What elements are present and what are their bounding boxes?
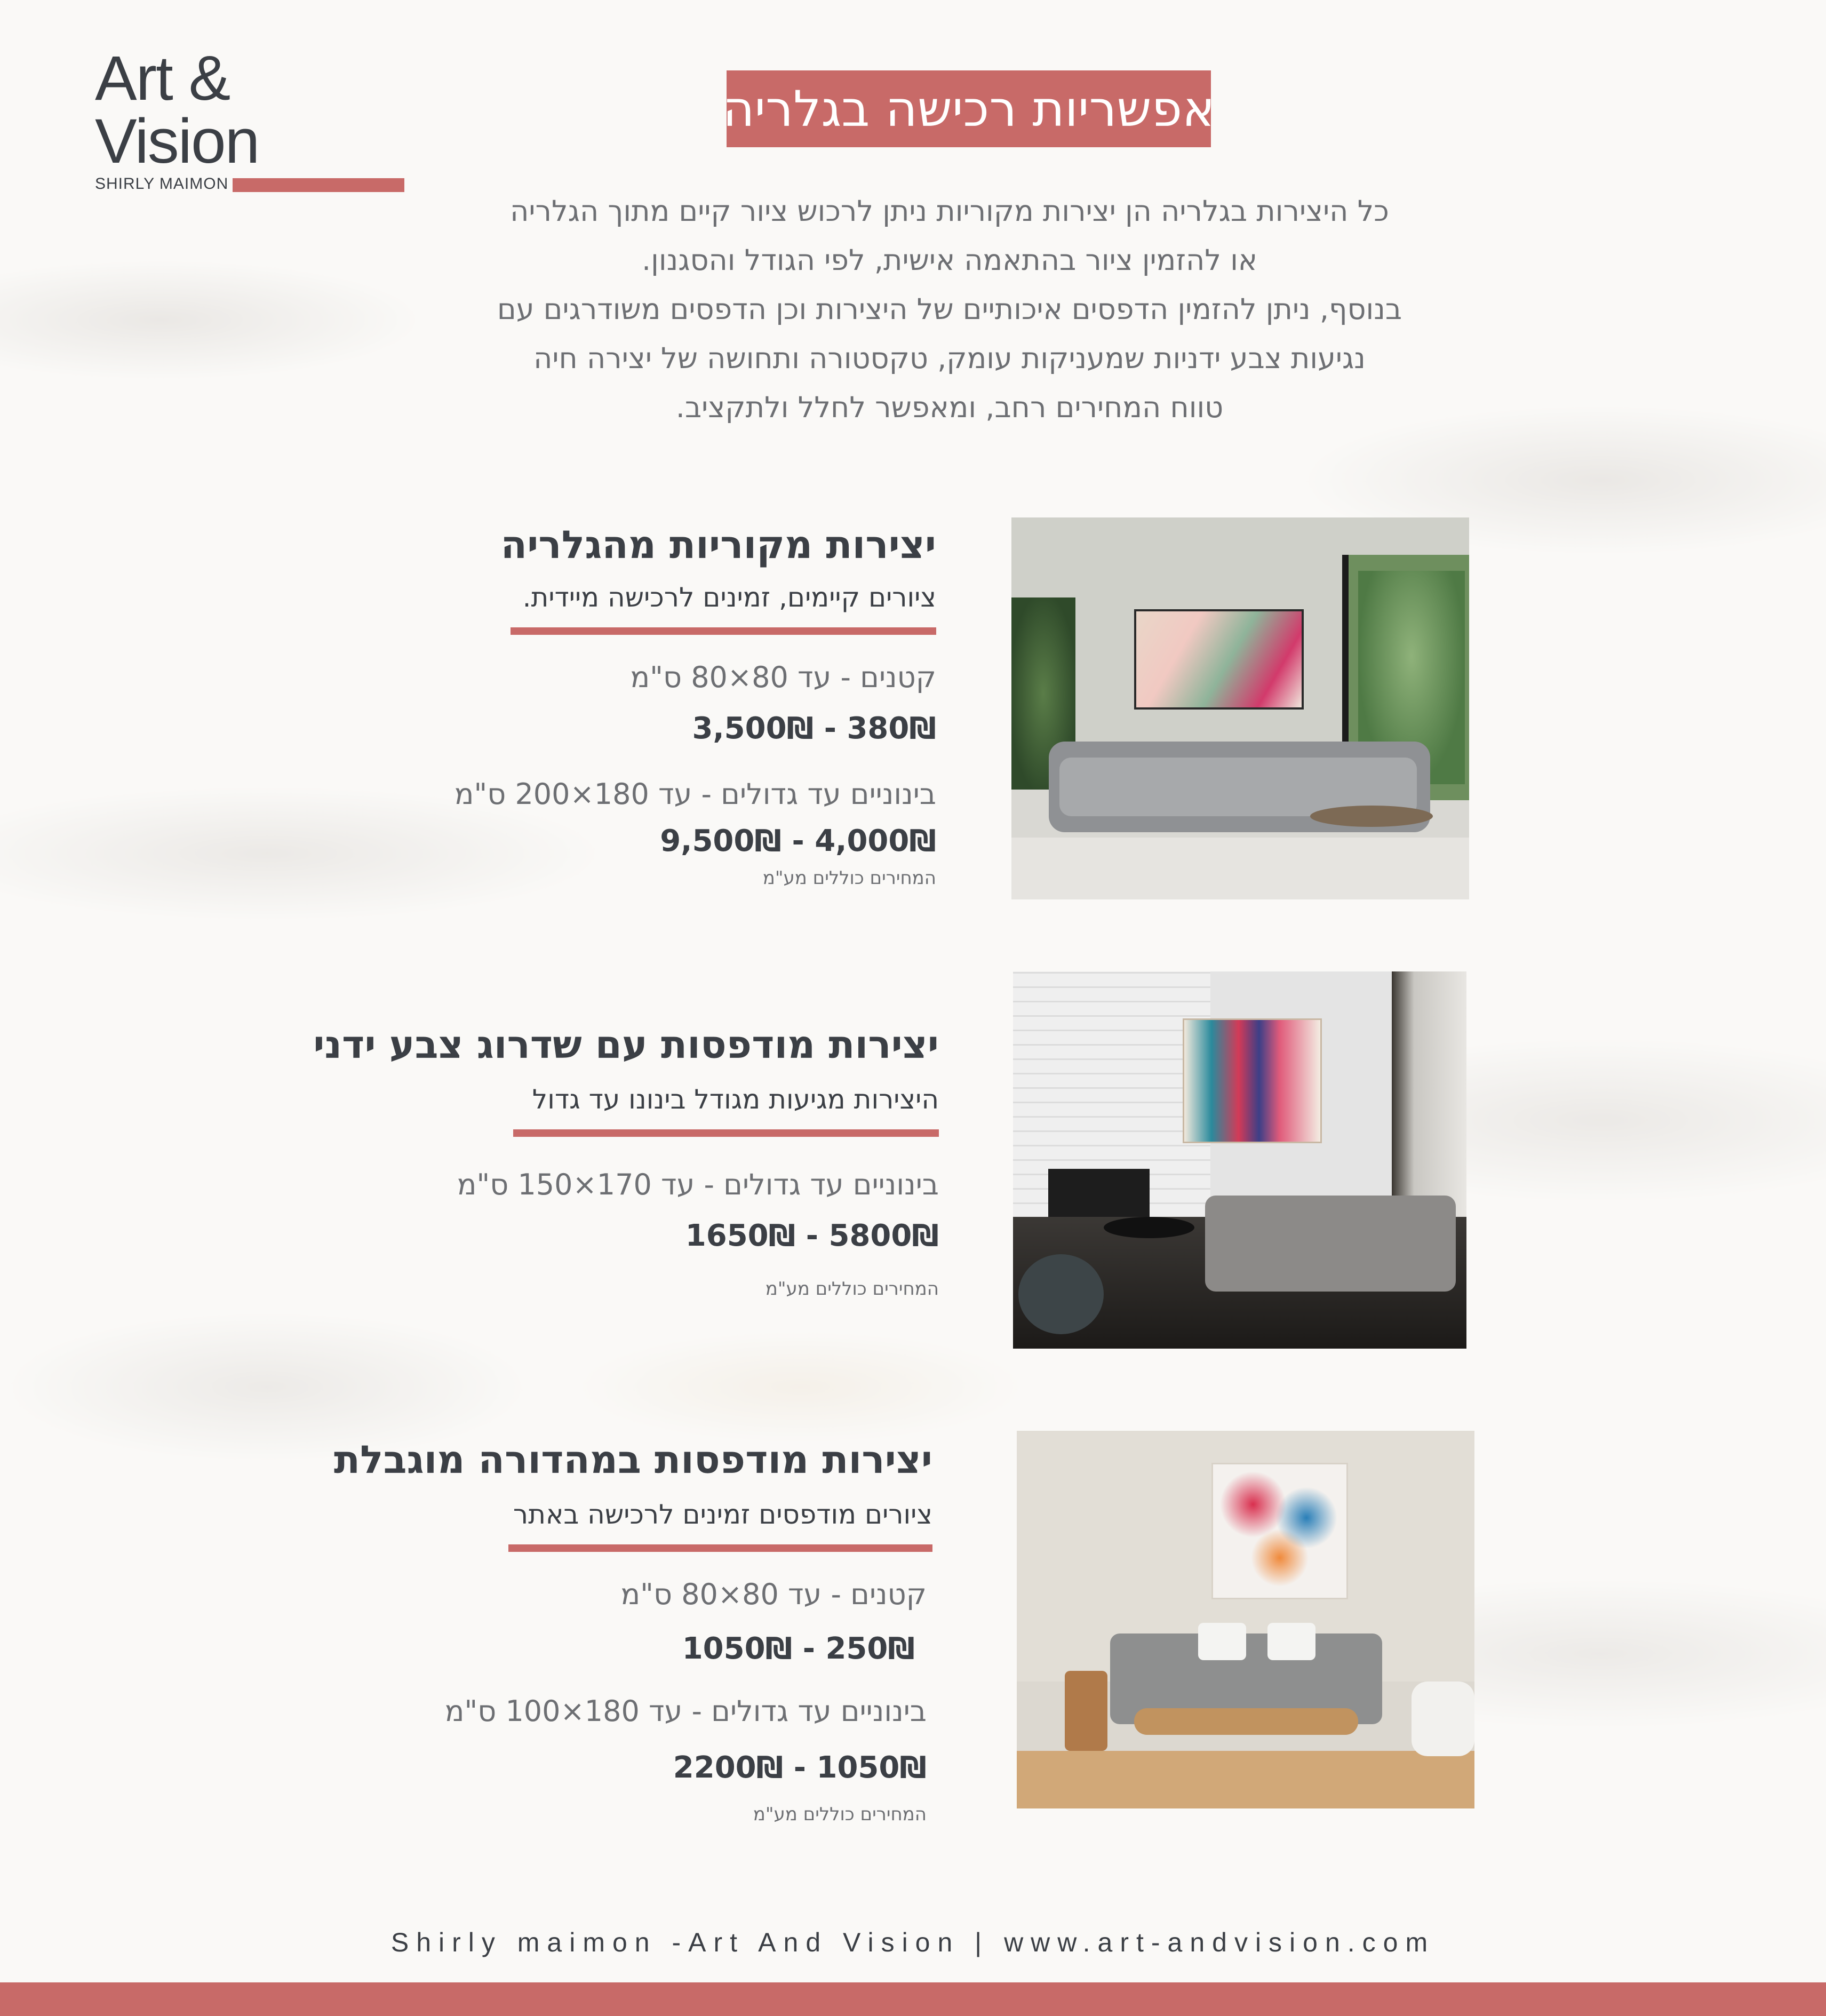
section-subtitle: ציורים קיימים, זמינים לרכישה מיידית. [522,582,936,613]
intro-line: או להזמין ציור בהתאמה אישית, לפי הגודל והסגנון. [641,243,1257,277]
footer-accent-bar [0,1982,1826,2016]
room-photo-original [1011,517,1469,899]
tier-size: בינוניים עד גדולים - עד 170×150 ס"מ [457,1168,939,1201]
section-original-works [373,522,936,889]
tier-price: 1050₪ - 2200₪ [673,1750,927,1786]
intro-line: נגיעות צבע ידניות שמעניקות עומק, טקסטורה ותחושה של יצירה חיה [533,341,1366,375]
vat-note: המחירים כוללים מע"מ [753,1803,927,1825]
intro-line: כל היצירות בגלריה הן יצירות מקוריות ניתן לרכוש ציור קיים מתוך הגלריה [510,194,1389,228]
tier-size: בינוניים עד גדולים - עד 180×200 ס"מ [454,777,936,811]
logo-title: Art & Vision [95,43,259,177]
intro-line: בנוסף, ניתן להזמין הדפסים איכותיים של היצירות וכן הדפסים משודרגים עם [497,292,1402,326]
section-limited-edition-prints [299,1437,932,1825]
vat-note: המחירים כוללים מע"מ [765,1278,939,1300]
tier-price: 4,000₪ - 9,500₪ [660,824,936,859]
section-subtitle: היצירות מגיעות מגודל בינונו עד גדול [532,1084,939,1115]
section-title: יצירות מקוריות מהגלריה [500,522,936,567]
section-subtitle: ציורים מודפסים זמינים לרכישה באתר [513,1499,932,1530]
section-title: יצירות מודפסות במהדורה מוגבלת [333,1437,932,1482]
section-title: יצירות מודפסות עם שדרוג צבע ידני [313,1022,939,1067]
tier-size: בינוניים עד גדולים - עד 180×100 ס"מ [444,1694,927,1728]
intro-line: טווח המחירים רחב, ומאפשר לחלל ולתקציב. [675,391,1224,424]
section-underline [511,627,936,635]
tier-size: קטנים - עד 80×80 ס"מ [620,1577,927,1611]
page-title: אפשריות רכישה בגלריה [722,80,1215,138]
logo-accent-bar [233,178,404,192]
intro-paragraph [469,187,1430,432]
brand-logo[interactable] [95,43,404,193]
footer-credit[interactable]: Shirly maimon -Art And Vision | www.art-andvision.com [390,1927,1436,1957]
vat-note: המחירים כוללים מע"מ [762,867,936,889]
tier-price: 5800₪ - 1650₪ [685,1218,939,1254]
tier-price: 380₪ - 3,500₪ [692,711,936,746]
section-underline [508,1544,932,1552]
page-title-banner [722,70,1215,147]
logo-subtitle: SHIRLY MAIMON [95,175,229,193]
section-hand-finished-prints [299,1022,939,1300]
room-photo-limited-edition [1017,1431,1474,1808]
section-underline [513,1129,939,1137]
tier-price: 250₪ - 1050₪ [682,1631,915,1667]
tier-size: קטנים - עד 80×80 ס"מ [630,660,936,694]
room-photo-hand-finished [1013,971,1466,1349]
